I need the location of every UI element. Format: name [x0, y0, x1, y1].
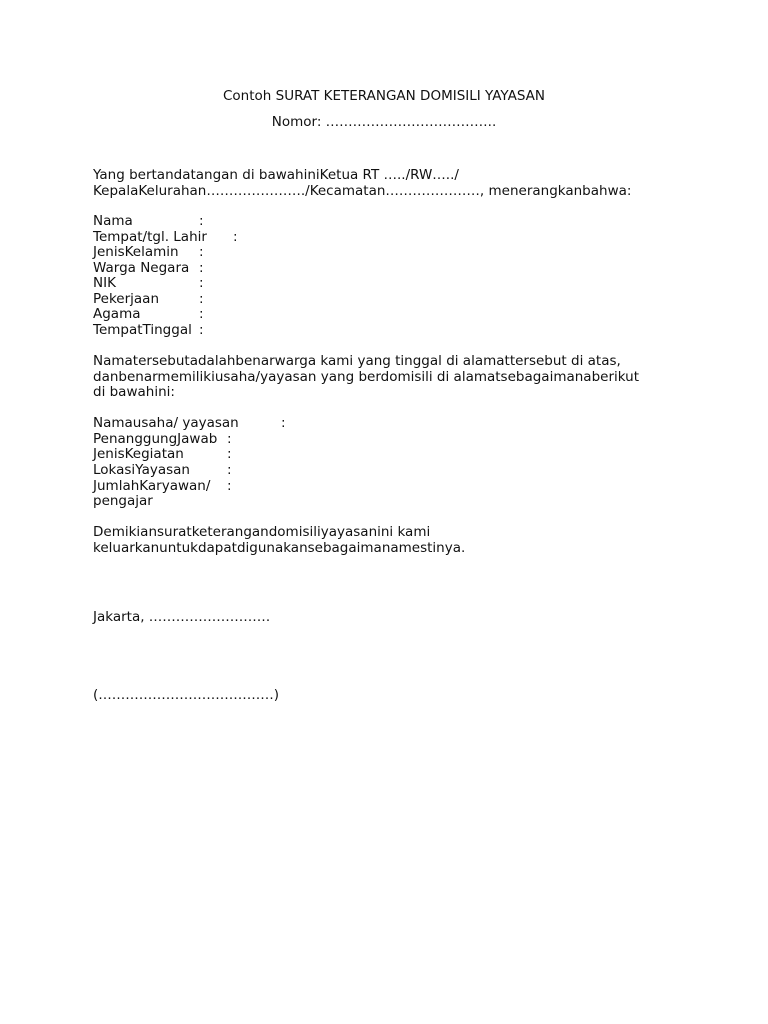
- document-title: Contoh SURAT KETERANGAN DOMISILI YAYASAN: [222, 88, 546, 104]
- field-label-jumlah-karyawan: JumlahKaryawan/: [93, 478, 211, 494]
- field-label-lokasi-yayasan: LokasiYayasan: [93, 462, 190, 478]
- field-label-tempat-tgl-lahir: Tempat/tgl. Lahir: [93, 229, 207, 245]
- field-label-agama: Agama: [93, 306, 141, 322]
- field-colon-jenis-kegiatan: :: [227, 446, 232, 462]
- statement-line-2: danbenarmemilikiusaha/yayasan yang berdomisili di alamatsebagaimanaberikut: [93, 369, 640, 385]
- field-colon-tempat-tgl-lahir: :: [233, 229, 238, 245]
- statement-line-1: Namatersebutadalahbenarwarga kami yang tinggal di alamattersebut di atas,: [93, 353, 621, 369]
- intro-line-2: KepalaKelurahan…………………./Kecamatan…………………, menerangkanbahwa:: [93, 183, 632, 199]
- field-colon-nama-usaha: :: [281, 415, 286, 431]
- field-colon-jumlah-karyawan: :: [227, 478, 232, 494]
- field-colon-penanggung-jawab: :: [227, 431, 232, 447]
- field-colon-nik: :: [199, 275, 204, 291]
- field-colon-jenis-kelamin: :: [199, 244, 204, 260]
- field-label-penanggung-jawab: PenanggungJawab: [93, 431, 218, 447]
- field-colon-tempat-tinggal: :: [199, 322, 204, 338]
- closing-line-2: keluarkanuntukdapatdigunakansebagaimanamestinya.: [93, 540, 466, 556]
- document-number: Nomor: ………………………………..: [271, 114, 497, 130]
- field-label-jenis-kegiatan: JenisKegiatan: [93, 446, 184, 462]
- field-label-nama: Nama: [93, 213, 133, 229]
- field-label-warga-negara: Warga Negara: [93, 260, 190, 276]
- field-colon-pekerjaan: :: [199, 291, 204, 307]
- statement-line-3: di bawahini:: [93, 384, 175, 400]
- signature-place-date: Jakarta, ………………………: [93, 609, 271, 625]
- closing-line-1: Demikiansuratketerangandomisiliyayasanini kami: [93, 524, 431, 540]
- field-label-pekerjaan: Pekerjaan: [93, 291, 160, 307]
- field-label-nik: NIK: [93, 275, 116, 291]
- intro-line-1: Yang bertandatangan di bawahiniKetua RT …../RW…../: [93, 167, 459, 183]
- field-colon-lokasi-yayasan: :: [227, 462, 232, 478]
- field-label-tempat-tinggal: TempatTinggal: [93, 322, 192, 338]
- field-colon-nama: :: [199, 213, 204, 229]
- field-colon-agama: :: [199, 306, 204, 322]
- signature-name-placeholder: (…………………………………): [93, 687, 280, 703]
- field-label-nama-usaha: Namausaha/ yayasan: [93, 415, 239, 431]
- field-label-pengajar: pengajar: [93, 493, 153, 509]
- field-label-jenis-kelamin: JenisKelamin: [93, 244, 179, 260]
- field-colon-warga-negara: :: [199, 260, 204, 276]
